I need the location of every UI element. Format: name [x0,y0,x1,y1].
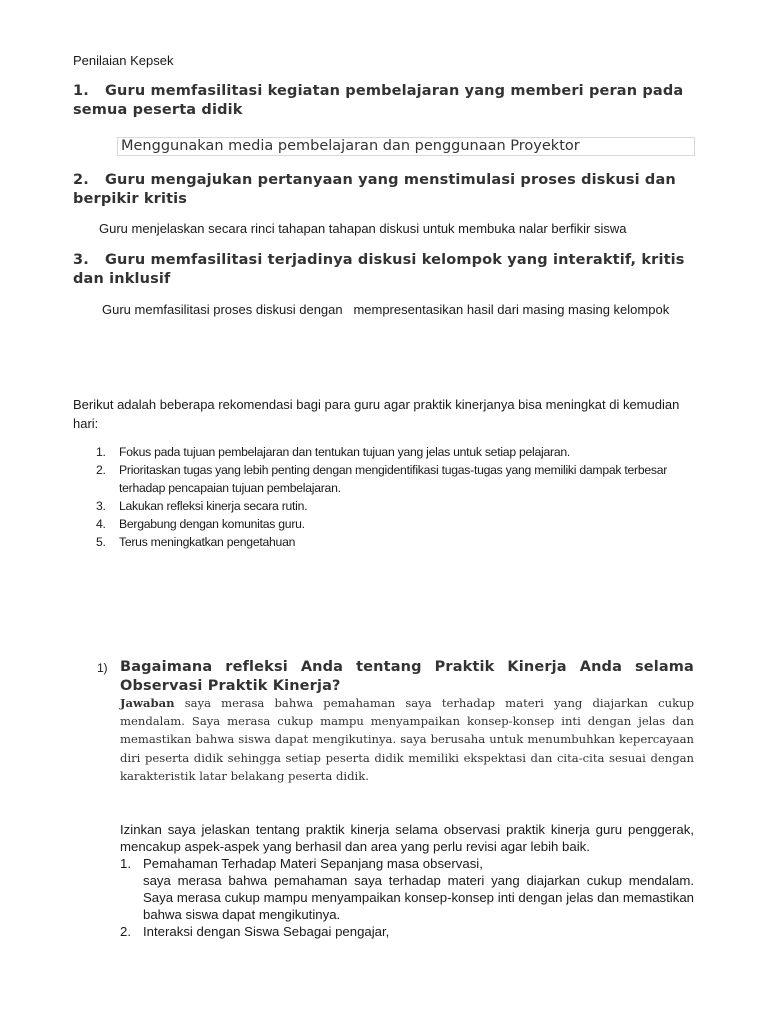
list-item [73,497,683,515]
list-item-text: Bergabung dengan komunitas guru. [119,517,305,531]
recommendation-intro-line2: hari: [73,416,99,431]
section-2-answer: Guru menjelaskan secara rinci tahapan tahapan diskusi untuk membuka nalar berfikir siswa [99,221,627,236]
list-item-title: Pemahaman Terhadap Materi Sepanjang masa observasi, [143,856,483,871]
reflection-number: 1) [97,661,108,675]
list-item-number: 1. [120,856,131,871]
list-item [73,515,683,533]
section-2-number: 2. [73,172,89,188]
list-item [120,855,694,923]
section-3-heading [73,251,713,289]
reflection-answer [120,694,694,785]
list-item [73,443,683,461]
section-3-answer: Guru memfasilitasi proses diskusi dengan mempresentasikan hasil dari masing masing kelompok [102,302,670,317]
document-title: Penilaian Kepsek [73,53,174,68]
section-2-heading-line1: Guru mengajukan pertanyaan yang menstimulasi proses diskusi dan [105,172,676,188]
section-1-heading-line1: Guru memfasilitasi kegiatan pembelajaran yang memberi peran pada [105,83,684,99]
list-item [73,533,683,551]
explanation-list [120,855,694,940]
answer-text: saya merasa bahwa pemahaman saya terhadap materi yang diajarkan cukup mendalam. Saya merasa cukup mampu menyampaikan konsep-konsep inti dengan jelas dan memastikan bahwa siswa dapat mengikutinya. saya berusaha untuk menumbuhkan kepercayaan diri peserta didik sehingga setiap peserta didik memiliki ekspektasi dan cita-cita sesuai dengan karakteristik latar belakang peserta didik. [120,696,695,783]
list-item [120,923,694,940]
list-item-number: 3. [96,499,106,513]
list-item-text: Lakukan refleksi kinerja secara rutin. [119,499,308,513]
list-item-number: 2. [96,463,106,477]
list-item-text: Fokus pada tujuan pembelajaran dan tentukan tujuan yang jelas untuk setiap pelajaran. [119,445,571,459]
section-1-heading-line2: semua peserta didik [73,102,243,118]
explanation-intro: Izinkan saya jelaskan tentang praktik kinerja selama observasi praktik kinerja guru penggerak, mencakup aspek-aspek yang berhasil dan area yang perlu revisi agar lebih baik. [120,822,694,854]
list-item-number: 2. [120,924,131,939]
section-3-number: 3. [73,252,89,268]
recommendation-intro [73,395,713,433]
list-item-number: 4. [96,517,106,531]
section-1-answer: Menggunakan media pembelajaran dan penggunaan Proyektor [117,137,695,156]
section-2-heading-line2: berpikir kritis [73,191,188,207]
section-2-heading [73,171,713,209]
section-3-heading-line1: Guru memfasilitasi terjadinya diskusi kelompok yang interaktif, kritis [105,252,685,268]
list-item-number: 5. [96,535,106,549]
list-item-title: Interaksi dengan Siswa Sebagai pengajar, [143,924,390,939]
section-1-heading [73,82,713,120]
recommendation-intro-line1: Berikut adalah beberapa rekomendasi bagi para guru agar praktik kinerjanya bisa meningkat di kemudian [73,397,680,412]
list-item-body: saya merasa bahwa pemahaman saya terhadap materi yang diajarkan cukup mendalam. Saya merasa cukup mampu menyampaikan konsep-konsep inti dengan jelas dan memastikan bahwa siswa dapat mengikutinya. [143,873,694,922]
list-item-text: Prioritaskan tugas yang lebih penting dengan mengidentifikasi tugas-tugas yang memiliki dampak terbesar terhadap pencapaian tujuan pembelajaran. [119,463,668,495]
list-item [73,461,683,497]
section-1-number: 1. [73,83,89,99]
reflection-question: Bagaimana refleksi Anda tentang Praktik Kinerja Anda selama Observasi Praktik Kinerja? [120,659,694,694]
list-item-number: 1. [96,445,106,459]
answer-label: Jawaban [120,696,175,710]
section-3-heading-line2: dan inklusif [73,271,171,287]
recommendation-list [73,443,683,551]
list-item-text: Terus meningkatkan pengetahuan [119,535,296,549]
